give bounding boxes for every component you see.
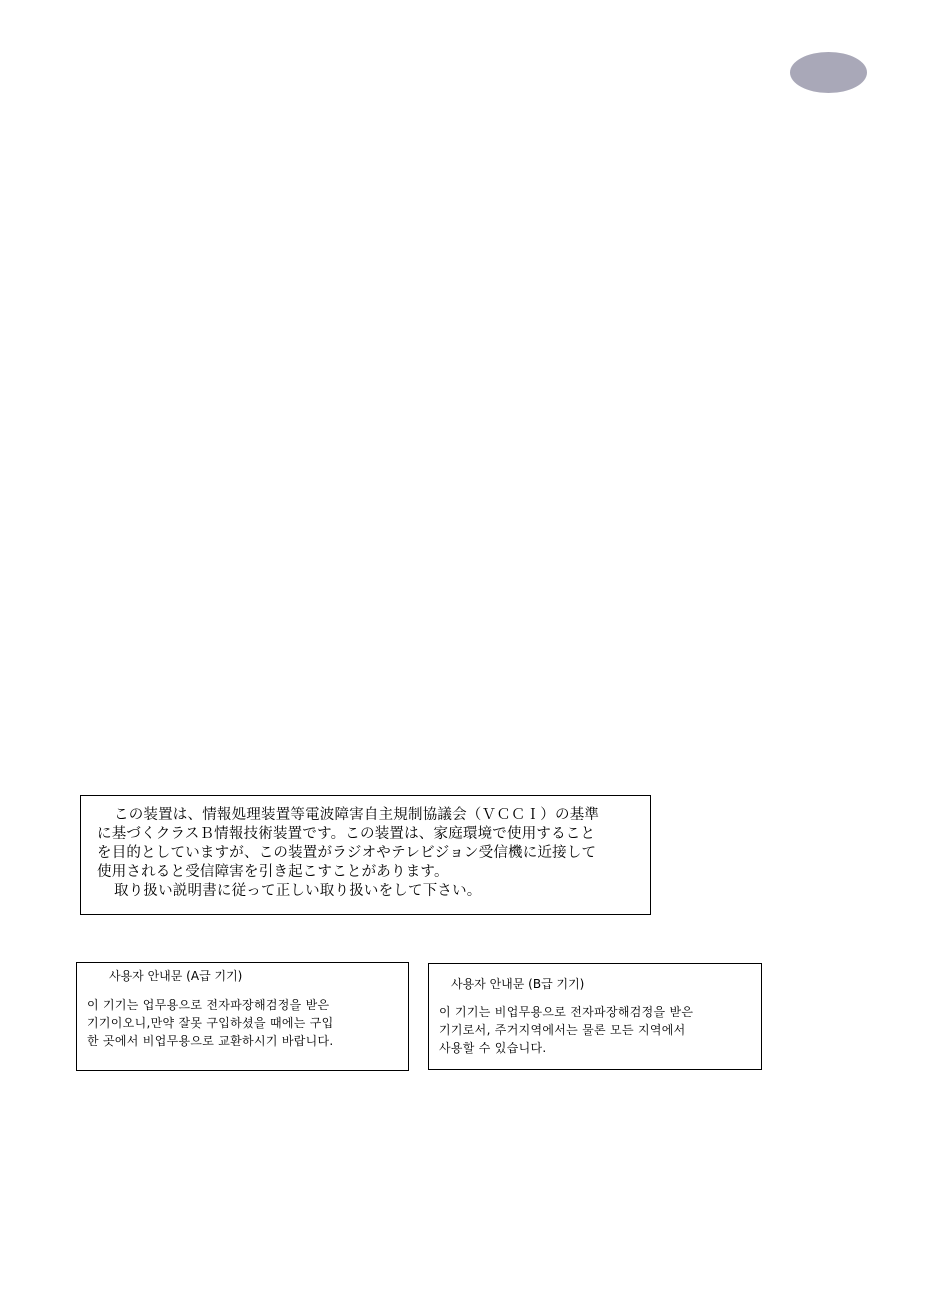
korean-class-b-notice-box xyxy=(428,963,762,1070)
korean-class-a-notice-title: 사용자 안내문 (A급 기기) xyxy=(109,969,243,983)
vcci-notice-line: を目的としていますが、この装置がラジオやテレビジョン受信機に近接して xyxy=(97,845,597,861)
korean-class-a-notice-line: 이 기기는 업무용으로 전자파장해검정을 받은 xyxy=(87,998,330,1012)
korean-class-a-notice-box xyxy=(76,962,409,1071)
korean-class-a-notice-line: 기기이오니,만약 잘못 구입하셨을 때에는 구입 xyxy=(87,1016,334,1030)
vcci-notice-line: に基づくクラスＢ情報技術装置です。この装置は、家庭環境で使用すること xyxy=(97,826,596,842)
korean-class-a-notice-line: 한 곳에서 비업무용으로 교환하시기 바랍니다. xyxy=(87,1034,334,1048)
korean-class-b-notice-line: 사용할 수 있습니다. xyxy=(439,1041,547,1055)
vcci-notice-line: この装置は、情報処理装置等電波障害自主規制協議会（ＶＣＣＩ）の基準 xyxy=(114,807,600,823)
vcci-notice-line: 取り扱い説明書に従って正しい取り扱いをして下さい。 xyxy=(114,883,482,899)
vcci-notice-line: 使用されると受信障害を引き起こすことがあります。 xyxy=(97,864,449,880)
korean-class-b-notice-title: 사용자 안내문 (B급 기기) xyxy=(451,977,585,991)
vcci-notice-box xyxy=(80,795,651,915)
korean-class-b-notice-line: 기기로서, 주거지역에서는 물론 모든 지역에서 xyxy=(439,1023,686,1037)
page-tab-marker xyxy=(790,52,867,93)
korean-class-b-notice-line: 이 기기는 비업무용으로 전자파장해검정을 받은 xyxy=(439,1005,694,1019)
